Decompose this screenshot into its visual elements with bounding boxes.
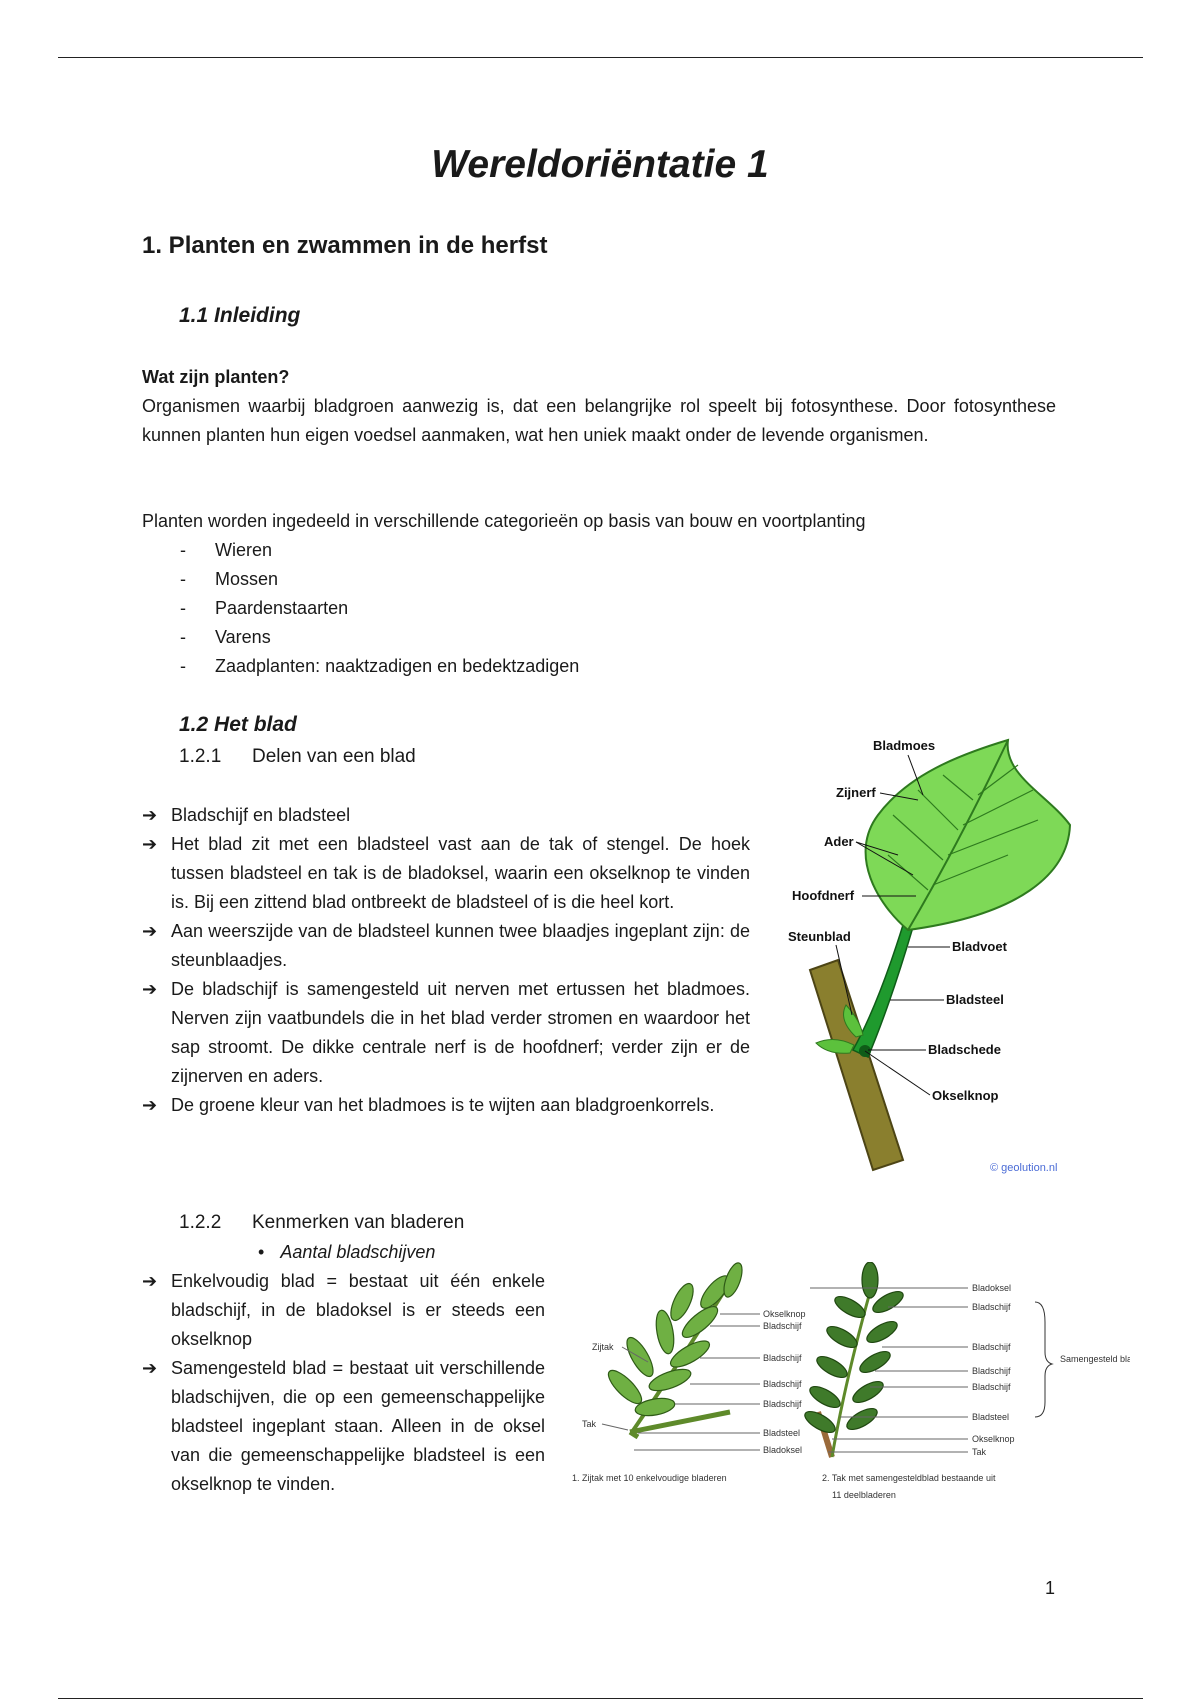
bullet-icon: • <box>258 1242 265 1262</box>
leaf-diagram-svg <box>768 705 1078 1175</box>
svg-text:Okselknop: Okselknop <box>763 1309 806 1319</box>
svg-text:Bladschijf: Bladschijf <box>763 1321 802 1331</box>
fig-caption-right-2: 11 deelbladeren <box>832 1490 896 1500</box>
subsection-label: Kenmerken van bladeren <box>252 1212 465 1233</box>
blad-points-list <box>142 801 750 1120</box>
list-item: ➔ Bladschijf en bladsteel <box>142 801 750 830</box>
label-steunblad: Steunblad <box>788 929 851 944</box>
svg-text:Bladschijf: Bladschijf <box>972 1302 1011 1312</box>
simple-leaves-figure <box>572 1262 806 1483</box>
svg-text:Bladschijf: Bladschijf <box>763 1399 802 1409</box>
fig-caption-right-1: 2. Tak met samengesteldblad bestaande uit <box>822 1473 996 1483</box>
arrow-icon: ➔ <box>142 921 158 941</box>
label-ader: Ader <box>824 834 854 849</box>
svg-text:Bladschijf: Bladschijf <box>763 1353 802 1363</box>
question-heading: Wat zijn planten? <box>142 367 290 387</box>
categories-intro: Planten worden ingedeeld in verschillende categorieën op basis van bouw en voortplanting <box>142 511 866 531</box>
kenmerk-points-list <box>142 1267 545 1499</box>
subsection-heading-kenmerken <box>179 1212 464 1234</box>
footer-rule <box>58 1698 1143 1699</box>
label-hoofdnerf: Hoofdnerf <box>792 888 855 903</box>
list-item: ➔ Het blad zit met een bladsteel vast aan de tak of stengel. De hoek tussen bladsteel en tak is de bladoksel, waarin een okselknop te vinden is. Bij een zittend blad ontbreekt de bladsteel of is die heel kort. <box>142 830 750 917</box>
aantal-label: Aantal bladschijven <box>280 1242 436 1262</box>
fig-caption-left: 1. Zijtak met 10 enkelvoudige bladeren <box>572 1473 727 1483</box>
label-tak: Tak <box>582 1419 597 1429</box>
svg-text:Bladoksel: Bladoksel <box>972 1283 1012 1293</box>
subsection-heading-delen <box>179 746 416 768</box>
compound-leaf-figure <box>802 1262 1130 1500</box>
svg-text:Bladschijf: Bladschijf <box>972 1366 1011 1376</box>
label-bladmoes: Bladmoes <box>873 738 936 753</box>
credit: © geolution.nl <box>990 1162 1058 1174</box>
branch-comparison-diagram <box>570 1262 1130 1507</box>
arrow-icon: ➔ <box>142 1095 158 1115</box>
svg-text:Bladschijf: Bladschijf <box>763 1379 802 1389</box>
list-item: ➔ Aan weerszijde van de bladsteel kunnen twee blaadjes ingeplant zijn: de steunblaadjes. <box>142 917 750 975</box>
subsection-number: 1.2.1 <box>179 746 222 767</box>
svg-text:Bladsteel: Bladsteel <box>763 1428 801 1438</box>
list-item: - Paardenstaarten <box>180 594 579 623</box>
svg-text:Bladschijf: Bladschijf <box>972 1382 1011 1392</box>
svg-text:Okselknop: Okselknop <box>972 1434 1015 1444</box>
header-rule <box>58 57 1143 58</box>
chapter-heading: 1. Planten en zwammen in de herfst <box>142 232 548 259</box>
list-item: - Mossen <box>180 565 579 594</box>
categories-list <box>180 536 579 681</box>
arrow-icon: ➔ <box>142 805 158 825</box>
subsection-label: Delen van een blad <box>252 746 416 767</box>
list-item: ➔ Enkelvoudig blad = bestaat uit één enkele bladschijf, in de bladoksel is er steeds een okselknop <box>142 1267 545 1354</box>
aantal-bullet-line <box>258 1242 435 1263</box>
arrow-icon: ➔ <box>142 834 158 854</box>
svg-text:Bladschijf: Bladschijf <box>972 1342 1011 1352</box>
list-item: - Wieren <box>180 536 579 565</box>
arrow-icon: ➔ <box>142 979 158 999</box>
list-item: ➔ De groene kleur van het bladmoes is te wijten aan bladgroenkorrels. <box>142 1091 750 1120</box>
label-okselknop: Okselknop <box>932 1088 999 1103</box>
label-zijtak: Zijtak <box>592 1342 614 1352</box>
section-heading-inleiding: 1.1 Inleiding <box>179 304 301 327</box>
intro-paragraph: Organismen waarbij bladgroen aanwezig is, dat een belangrijke rol speelt bij fotosynthese. Door fotosynthese kunnen planten hun eigen voedsel aanmaken, wat hen uniek maakt onder de levende organismen. <box>142 396 1056 445</box>
list-item: ➔ Samengesteld blad = bestaat uit verschillende bladschijven, die op een gemeenschappelijke bladsteel ingeplant staan. Alleen in de oksel van die gemeenschappelijke bladsteel is een okselknop te vinden. <box>142 1354 545 1499</box>
section-heading-blad: 1.2 Het blad <box>179 713 297 736</box>
label-zijnerf: Zijnerf <box>836 785 876 800</box>
label-bladschede: Bladschede <box>928 1042 1001 1057</box>
svg-text:Bladsteel: Bladsteel <box>972 1412 1010 1422</box>
label-samengesteld: Samengesteld blad <box>1060 1354 1130 1364</box>
page-title: Wereldoriëntatie 1 <box>431 143 769 186</box>
leaf-diagram <box>768 705 1078 1175</box>
svg-text:Bladoksel: Bladoksel <box>763 1445 803 1455</box>
list-item: - Zaadplanten: naaktzadigen en bedektzadigen <box>180 652 579 681</box>
arrow-icon: ➔ <box>142 1271 158 1291</box>
arrow-icon: ➔ <box>142 1358 158 1378</box>
list-item: - Varens <box>180 623 579 652</box>
svg-text:Tak: Tak <box>972 1447 987 1457</box>
label-bladvoet: Bladvoet <box>952 939 1007 954</box>
list-item: ➔ De bladschijf is samengesteld uit nerven met ertussen het bladmoes. Nerven zijn vaatbundels die in het blad verder stromen en waardoor het sap stroomt. De dikke centrale nerf is de hoofdnerf; verder zijn er de zijnerven en aders. <box>142 975 750 1091</box>
page-number: 1 <box>1045 1578 1056 1598</box>
label-bladsteel: Bladsteel <box>946 992 1004 1007</box>
subsection-number: 1.2.2 <box>179 1212 222 1233</box>
